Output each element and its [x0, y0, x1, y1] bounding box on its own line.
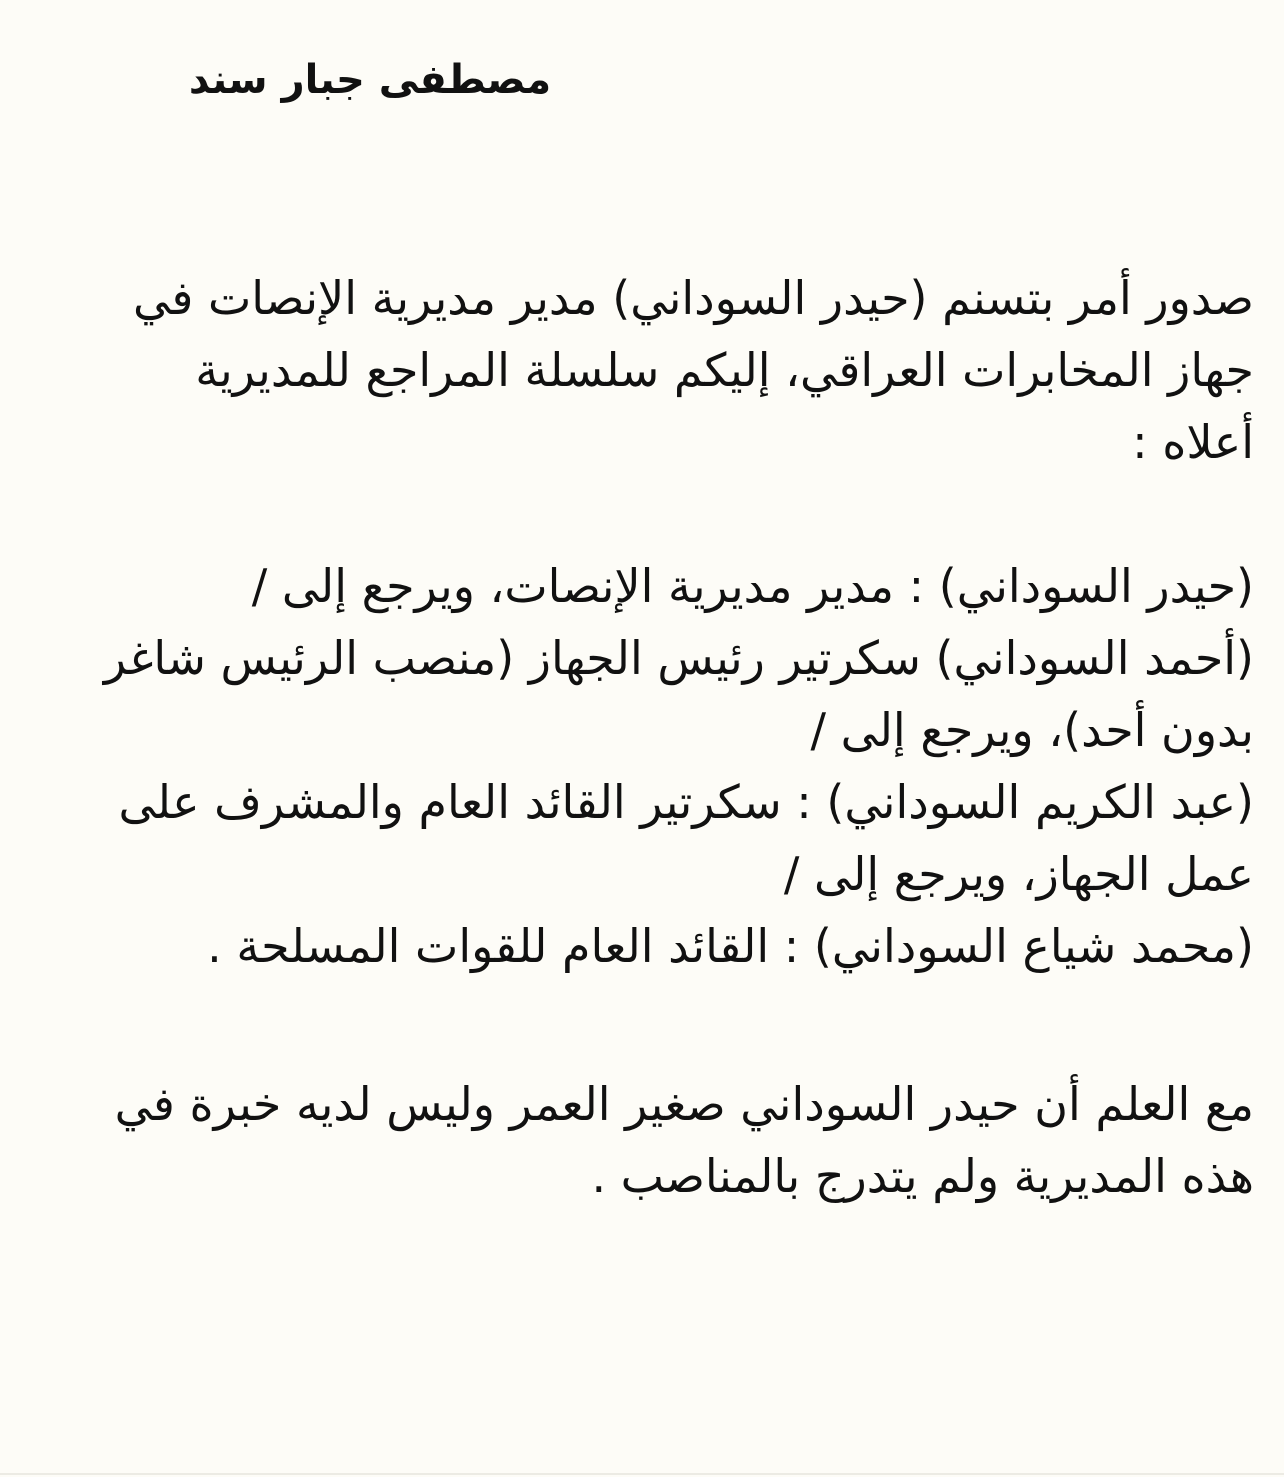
bottom-divider	[0, 1473, 1284, 1475]
note-line-1: مع العلم أن حيدر السوداني صغير العمر وليس لديه خبرة في	[114, 1077, 1254, 1131]
note-line-2: هذه المديرية ولم يتدرج بالمناصب .	[591, 1149, 1254, 1203]
chain-line-1: (حيدر السوداني) : مدير مديرية الإنصات، ويرجع إلى /	[251, 559, 1254, 613]
chain-line-5: عمل الجهاز، ويرجع إلى /	[783, 847, 1254, 901]
note-paragraph	[30, 1068, 1254, 1212]
chain-line-6: (محمد شياع السوداني) : القائد العام للقوات المسلحة .	[207, 919, 1254, 973]
chain-line-4: (عبد الكريم السوداني) : سكرتير القائد العام والمشرف على	[118, 775, 1254, 829]
reporting-chain-paragraph	[30, 550, 1254, 982]
intro-line-3: أعلاه :	[1132, 415, 1254, 469]
author-name: مصطفى جبار سند	[188, 57, 552, 103]
intro-line-1: صدور أمر بتسنم (حيدر السوداني) مدير مديرية الإنصات في	[133, 271, 1254, 325]
intro-paragraph	[30, 262, 1254, 478]
chain-line-3: بدون أحد)، ويرجع إلى /	[810, 703, 1254, 757]
chain-line-2: (أحمد السوداني) سكرتير رئيس الجهاز (منصب الرئيس شاغر	[103, 631, 1254, 685]
intro-line-2: جهاز المخابرات العراقي، إليكم سلسلة المراجع للمديرية	[195, 343, 1254, 397]
